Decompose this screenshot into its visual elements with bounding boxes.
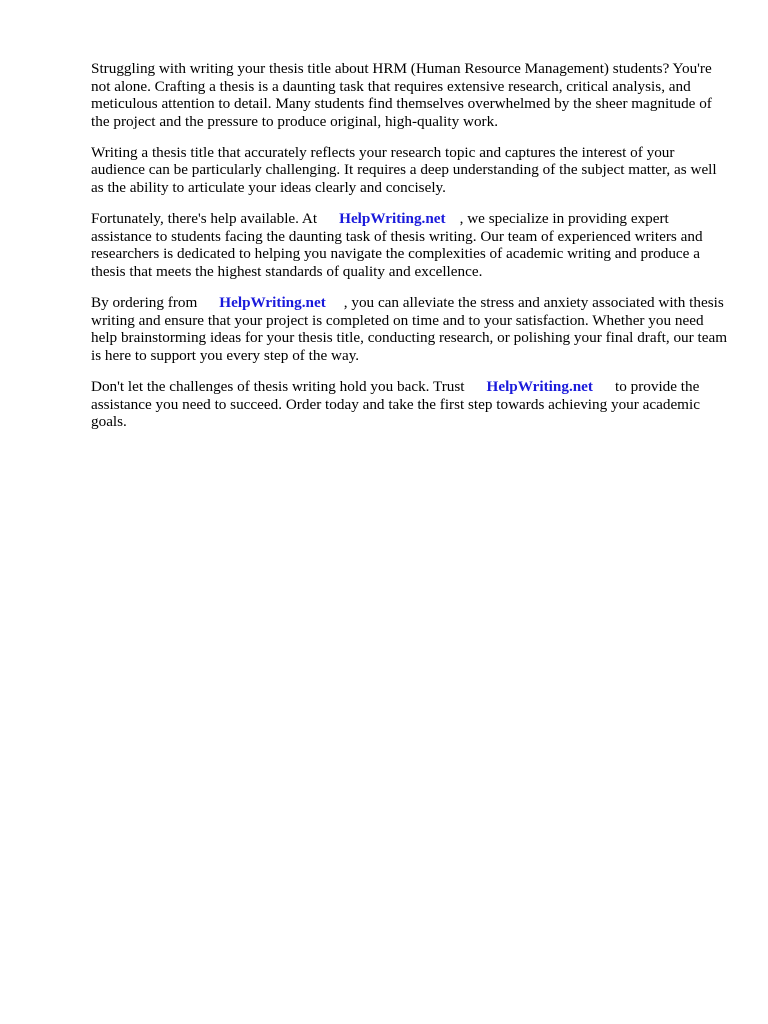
helpwriting-link[interactable]: HelpWriting.net [339,210,446,228]
paragraph-closing [91,378,731,431]
paragraph-help-available [91,210,731,280]
helpwriting-link[interactable]: HelpWriting.net [219,294,326,312]
paragraph-text: Fortunately, there's help available. At [91,210,318,228]
paragraph-challenge: Writing a thesis title that accurately reflects your research topic and captures the interest of your audience can be particularly challenging. It requires a deep understanding of the subject matter, as well as the ability to articulate your ideas clearly and concisely. [91,143,717,197]
document-body [91,60,731,444]
paragraph-text: By ordering from [91,294,198,312]
paragraph-text: Don't let the challenges of thesis writing hold you back. Trust [91,377,465,395]
paragraph-text: to provide the assistance you need to succeed. Order today and take the first step towards achieving your academic goals. [91,377,700,431]
helpwriting-link[interactable]: HelpWriting.net [486,377,593,395]
paragraph-text: , you can alleviate the stress and anxiety associated with thesis writing and ensure that your project is completed on time and to your satisfaction. Whether you need help brainstorming ideas for your thesis title, conducting research, or polishing your final draft, our team is here to support you every step of the way. [91,294,728,364]
paragraph-ordering [91,294,731,364]
paragraph-intro: Struggling with writing your thesis title about HRM (Human Resource Management) students? You're not alone. Crafting a thesis is a daunting task that requires extensive research, critical analysis, and meticulous attention to detail. Many students find themselves overwhelmed by the sheer magnitude of the project and the pressure to produce original, high-quality work. [91,60,712,130]
paragraph-text: , we specialize in providing expert assistance to students facing the daunting task of thesis writing. Our team of experienced writers and researchers is dedicated to helping you navigate the complexities of academic writing and produce a thesis that meets the highest standards of quality and excellence. [91,210,703,280]
